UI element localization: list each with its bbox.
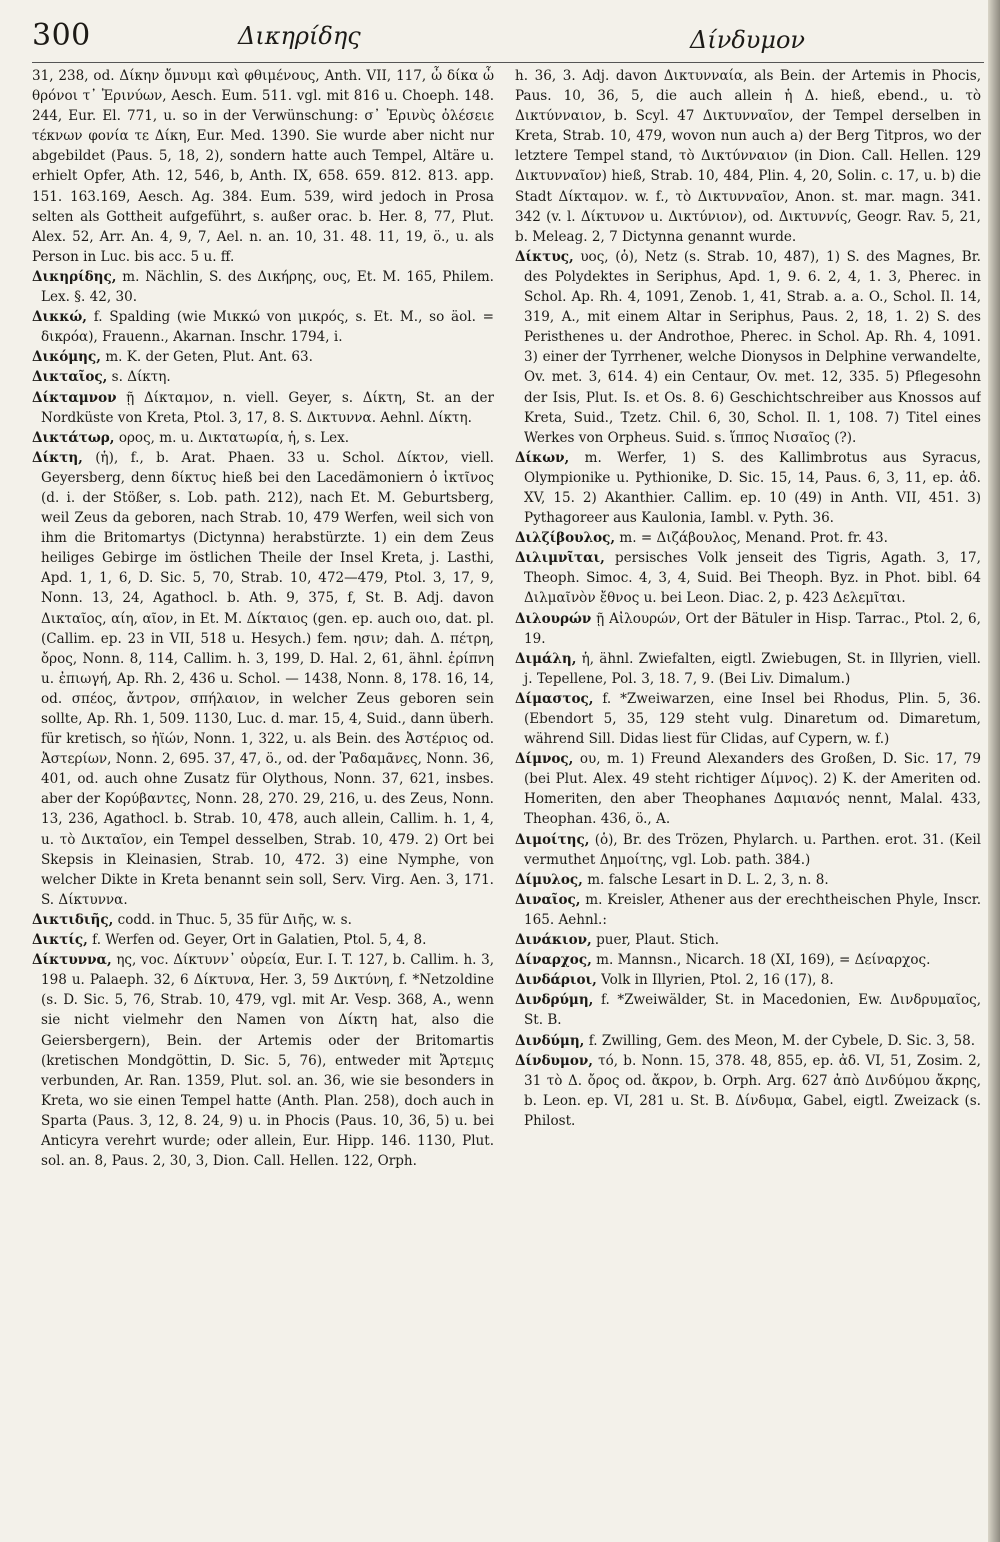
entry-text: (ὁ), Br. des Trözen, Phylarch. u. Parthen. erot. 31. (Keil vermuthet Δημοίτης, vgl. Lob. path. 384.) <box>524 831 981 868</box>
right-column <box>515 66 981 1534</box>
dictionary-entry <box>32 388 494 428</box>
entry-text: m. Kreisler, Athener aus der erechtheischen Phyle, Inscr. 165. Aehnl.: <box>524 891 981 928</box>
entry-headword: Δινδρύμη, <box>515 992 594 1009</box>
page-edge-shadow <box>988 0 1000 1542</box>
dictionary-entry <box>515 528 981 548</box>
entry-text: ἡ, ähnl. Zwiefalten, eigtl. Zwiebugen, St. in Illyrien, viell. j. Tepellene, Pol. 3, 18. 7, 9. (Bei Liv. Dimalum.) <box>524 650 981 687</box>
entry-headword: Δίκτυννα, <box>32 952 112 969</box>
left-column <box>32 66 494 1534</box>
entry-text: m. falsche Lesart in D. L. 2, 3, n. 8. <box>587 871 829 888</box>
entry-text: ης, voc. Δίκτυνν᾽ οὐρεία, Eur. I. T. 127, b. Callim. h. 3, 198 u. Palaeph. 32, 6 Δίκτυνα, Her. 3, 59 Δικτύνη, f. *Netzoldine (s. D. Sic. 5, 76, Strab. 10, 479, vgl. mit Ar. Vesp. 368, A., wenn sie nicht vielmehr den Namen von Δίκτη hat, also die Geiersbergern), Bein. der Artemis oder der Britomartis (kretischen Mondgöttin, D. Sic. 5, 76), entweder mit Ἄρτεμις verbunden, Ar. Ran. 1359, Plut. sol. an. 36, wie sie besonders in Kreta, wo sie einen Tempel hatte (Anth. Plan. 258), doch auch in Sparta (Paus. 3, 12, 8. 24, 9) u. in Phocis (Paus. 10, 36, 5) u. bei Anticyra verehrt wurde; oder allein, Eur. Hipp. 146. 1130, Plut. sol. an. 8, Paus. 2, 30, 3, Dion. Call. Hellen. 122, Orph. <box>41 952 494 1170</box>
header-rule <box>32 62 984 63</box>
entry-headword: Δίναρχος, <box>515 952 592 969</box>
entry-headword: Διμοίτης, <box>515 831 590 848</box>
dictionary-entry <box>515 609 981 649</box>
entry-text: Volk in Illyrien, Ptol. 2, 16 (17), 8. <box>601 972 834 989</box>
entry-text: ορος, m. u. Δικτατωρία, ἡ, s. Lex. <box>118 429 350 446</box>
entry-headword: Δινδύμη, <box>515 1032 585 1049</box>
entry-headword: Δικτιδιῆς, <box>32 911 114 928</box>
dictionary-entry <box>32 428 494 448</box>
dictionary-entry <box>32 347 494 367</box>
entry-text: persisches Volk jenseit des Tigris, Agath. 3, 17, Theoph. Simoc. 4, 3, 4, Suid. Bei Theoph. Byz. in Phot. bibl. 64 Διλμαῖνὸν ἔθνος u. bei Leon. Diac. 2, p. 423 Δελεμῖται. <box>524 550 981 607</box>
entry-headword: Δινδάριοι, <box>515 972 597 989</box>
entry-text: τό, b. Nonn. 15, 378. 48, 855, ep. ἀδ. VI, 51, Zosim. 2, 31 τὸ Δ. ὄρος od. ἄκρον, b. Orph. Arg. 627 ἀπὸ Δινδύμου ἄκρης, b. Leon. ep. VI, 281 u. St. B. Δίνδυμα, Gabel, eigtl. Zweizack (s. Philost. <box>524 1052 981 1129</box>
dictionary-entry <box>515 66 981 247</box>
entry-headword: Διναῖος, <box>515 891 581 908</box>
dictionary-entry <box>515 689 981 749</box>
entry-headword: Δίμαστος, <box>515 690 594 707</box>
dictionary-entry <box>515 247 981 448</box>
dictionary-entry <box>515 1051 981 1131</box>
page-number: 300 <box>32 18 91 53</box>
running-head-right: Δίνδυμον <box>689 26 805 54</box>
entry-text: m. Mannsn., Nicarch. 18 (XI, 169), = Δείναρχος. <box>596 952 931 969</box>
entry-text: ου, m. 1) Freund Alexanders des Großen, D. Sic. 17, 79 (bei Plut. Alex. 49 steht richtiger Δίμνος). 2) K. der Ameriten od. Homeriten, den aber Theophanes Δαμιανός nennt, Malal. 433, Theophan. 436, ö., A. <box>524 751 981 828</box>
entry-text: puer, Plaut. Stich. <box>596 932 720 949</box>
dictionary-entry <box>515 950 981 970</box>
dictionary-entry <box>32 307 494 347</box>
entry-text: f. Werfen od. Geyer, Ort in Galatien, Ptol. 5, 4, 8. <box>92 932 427 949</box>
entry-text: m. = Διζάβουλος, Menand. Prot. fr. 43. <box>619 530 888 547</box>
entry-text: m. Werfer, 1) S. des Kallimbrotus aus Syracus, Olympionike u. Pythionike, D. Sic. 15, 14, Paus. 6, 3, 11, ep. ἀδ. XV, 15. 2) Akanthier. Callim. ep. 10 (49) in Anth. VII, 451. 3) Pythagoreer aus Kaulonia, Iambl. v. Pyth. 36. <box>524 449 981 527</box>
entry-headword: Δίκτη, <box>32 449 83 466</box>
dictionary-entry <box>515 448 981 528</box>
dictionary-entry <box>515 870 981 890</box>
entry-headword: Δίμυλος, <box>515 871 583 888</box>
dictionary-entry <box>515 548 981 608</box>
entry-text: ῇ Δίκταμον, n. viell. Geyer, s. Δίκτη, St. an der Nordküste von Kreta, Ptol. 3, 17, 8. S. Δικτυννα. Aehnl. Δίκτη. <box>41 389 494 426</box>
dictionary-entry <box>515 749 981 829</box>
entry-headword: Διλουρών <box>515 610 592 627</box>
entry-text: h. 36, 3. Adj. davon Δικτυνναία, als Bein. der Artemis in Phocis, Paus. 10, 36, 5, die auch allein ἡ Δ. hieß, ebend., u. τὸ Δικτύνναιον, b. Scyl. 47 Δικτυνναῖον, der Tempel derselben in Kreta, Strab. 10, 479, wovon nun auch a) der Berg Titpros, wo der letztere Tempel stand, τὸ Δικτύνναιον (in Dion. Call. Hellen. 129 Δικτυνναῖον) hieß, Strab. 10, 484, Plin. 4, 20, Solin. c. 17, u. b) die Stadt Δίκταμον. w. f., τὸ Δικτυνναῖον, Anon. st. mar. magn. 341. 342 (v. l. Δίκτυνον u. Δικτύνιον), od. Δικτυννίς, Geogr. Rav. 5, 21, b. Meleag. 2, 7 Dictynna genannt wurde. <box>515 68 981 245</box>
dictionary-entry <box>515 890 981 930</box>
entry-headword: Δικηρίδης, <box>32 268 117 285</box>
page-header <box>30 14 970 58</box>
entry-text: f. Spalding (wie Μικκώ von μικρός, s. Et. M., so äol. = δικρόα), Frauenn., Akarnan. Inschr. 1794, i. <box>41 309 494 346</box>
entry-text: f. *Zweiwarzen, eine Insel bei Rhodus, Plin. 5, 36. (Ebendort 5, 35, 129 steht vulg. Dinaretum od. Dimaretum, während Sill. Didas liest für Clidas, auf Cypern, w. f.) <box>524 690 981 748</box>
entry-headword: Δικκώ, <box>32 309 87 326</box>
running-head-left: Δικηρίδης <box>238 22 361 50</box>
entry-text: m. Nächlin, S. des Δικήρης, ους, Et. M. 165, Philem. Lex. §. 42, 30. <box>41 268 494 306</box>
entry-headword: Διλιμνῖται, <box>515 550 605 567</box>
dictionary-entry <box>515 830 981 870</box>
entry-text: f. Zwilling, Gem. des Meon, M. der Cybele, D. Sic. 3, 58. <box>588 1032 976 1049</box>
entry-text: ῇ Αἰλουρών, Ort der Bätuler in Hisp. Tarrac., Ptol. 2, 6, 19. <box>524 610 981 647</box>
entry-text: s. Δίκτη. <box>111 369 171 386</box>
dictionary-entry <box>515 1031 981 1051</box>
dictionary-entry <box>515 990 981 1030</box>
entry-text: m. K. der Geten, Plut. Ant. 63. <box>105 349 313 366</box>
dictionary-entry <box>32 930 494 950</box>
entry-headword: Δίκων, <box>515 449 570 466</box>
entry-headword: Δίμνος, <box>515 751 574 768</box>
dictionary-entry <box>32 910 494 930</box>
entry-headword: Διμάλη, <box>515 650 577 667</box>
entry-headword: Δινάκιον, <box>515 932 592 949</box>
entry-headword: Δικτίς, <box>32 932 88 949</box>
entry-text: υος, (ὁ), Netz (s. Strab. 10, 487), 1) S. des Magnes, Br. des Polydektes in Seriphus, Apd. 1, 9. 6. 2, 4, 1. 3, Pherec. in Schol. Ap. Rh. 4, 1091, Zenob. 1, 41, Strab. a. a. O., Schol. Il. 14, 319, A., mit einem Altar in Seriphus, Paus. 2, 18, 1. 2) S. des Peristhenes u. der Androthoe, Pherec. in Schol. Ap. Rh. 4, 1091. 3) einer der Tyrrhener, welche Dionysos in Delphine verwandelte, Ov. met. 3, 614. 4) ein Centaur, Ov. met. 12, 335. 5) Pflegesohn der Isis, Plut. Is. et Os. 8. 6) Geschichtschreiber aus Knossos auf Kreta, Suid., Tzetz. Chil. 6, 30, Schol. Il. 1, 108. 7) Titel eines Werkes von Orpheus. Suid. s. ἵππος Νισαῖος (?). <box>524 248 981 446</box>
dictionary-entry <box>32 448 494 910</box>
dictionary-entry <box>32 367 494 387</box>
dictionary-entry <box>32 267 494 307</box>
entry-text: codd. in Thuc. 5, 35 für Διῆς, w. s. <box>117 911 352 928</box>
entry-headword: Δικόμης, <box>32 349 101 366</box>
dictionary-entry <box>32 950 494 1171</box>
entry-headword: Δίκτυς, <box>515 248 574 265</box>
dictionary-entry <box>32 66 494 267</box>
entry-text: f. *Zweiwälder, St. in Macedonien, Ew. Δινδρυμαῖος, St. B. <box>524 992 981 1029</box>
entry-headword: Δίνδυμον, <box>515 1052 593 1069</box>
dictionary-entry <box>515 649 981 689</box>
entry-headword: Διλζίβουλος, <box>515 530 616 547</box>
dictionary-entry <box>515 930 981 950</box>
entry-headword: Δικτάτωρ, <box>32 429 115 446</box>
entry-text: 31, 238, od. Δίκην ὄμνυμι καὶ φθιμένους, Anth. VII, 117, ὦ δίκα ὦ θρόνοι τ᾽ Ἐρινύων, Aesch. Eum. 511. vgl. mit 816 u. Choeph. 148. 244, Eur. El. 771, u. so in der Verwünschung: σ᾽ Ἐρινὺς ὀλέσειε τέκνων φονία τε Δίκη, Eur. Med. 1390. Sie wurde aber nicht nur abgebildet (Paus. 5, 18, 2), sondern hatte auch Tempel, Altäre u. erhielt Opfer, Ath. 12, 546, b, Anth. IX, 658. 659. 812. 813. app. 151. 163.169, Aesch. Ag. 384. Eum. 539, wird jedoch in Prosa selten als Gottheit aufgeführt, s. außer orac. b. Her. 8, 77, Plut. Alex. 52, Arr. An. 4, 9, 7, Ael. n. an. 10, 31. 48. 11, 19, ö., u. als Person in Luc. bis acc. 5 u. ff. <box>32 68 494 265</box>
entry-headword: Δικταῖος, <box>32 369 108 386</box>
dictionary-entry <box>515 970 981 990</box>
entry-text: (ἡ), f., b. Arat. Phaen. 33 u. Schol. Δίκτον, viell. Geyersberg, denn δίκτυς hieß bei den Lacedämoniern ὁ ἰκτῖνος (d. i. der Stößer, s. Lob. path. 212), nach Et. M. Geburtsberg, weil Zeus da geboren, nach Strab. 10, 479 Werfen, weil sich von ihm die Britomartys (Dictynna) herabstürzte. 1) ein dem Zeus heiliges Gebirge im östlichen Theile der Insel Kreta, j. Lasthi, Apd. 1, 1, 6, D. Sic. 5, 70, Strab. 10, 472—479, Ptol. 3, 17, 9, Nonn. 13, 24, Agathocl. b. Ath. 9, 375, f, St. B. Adj. davon Δικταῖος, αίη, αῖον, in Et. M. Δίκταιος (gen. ep. auch οιο, dat. pl. (Callim. ep. 23 in VII, 518 u. Hesych.) fem. ησιν; dah. Δ. πέτρη, ὄρος, Nonn. 8, 114, Callim. h. 3, 199, D. Hal. 2, 61, ähnl. ἑρίπνη u. ἐπιωγή, Ap. Rh. 2, 436 u. Schol. — 1438, Nonn. 8, 178. 16, 14, od. σπέος, ἄντρον, σπήλαιον, in welcher Zeus geboren sein sollte, Ap. Rh. 1, 509. 1130, Luc. d. mar. 15, 4, Suid., dann überh. für kretisch, so ἠϊών, Nonn. 1, 322, u. als Bein. des Ἀστέριος od. Ἀστερίων, Nonn. 2, 695. 37, 47, ö., od. der Ῥαδαμᾶνες, Nonn. 36, 401, od. auch ohne Zusatz für Olythous, Nonn. 37, 621, insbes. aber der Κορύβαντες, Nonn. 28, 270. 29, 216, u. des Zeus, Nonn. 13, 236, Agathocl. b. Strab. 10, 478, auch allein, Callim. h. 1, 4, u. τὸ Δικταῖον, ein Tempel desselben, Strab. 10, 479. 2) Ort bei Skepsis in Kleinasien, Strab. 10, 472. 3) eine Nymphe, von welcher Dikte in Kreta benannt sein soll, Serv. Virg. Aen. 3, 171. S. Δίκτυννα. <box>41 449 494 908</box>
entry-headword: Δίκταμνον <box>32 389 117 406</box>
